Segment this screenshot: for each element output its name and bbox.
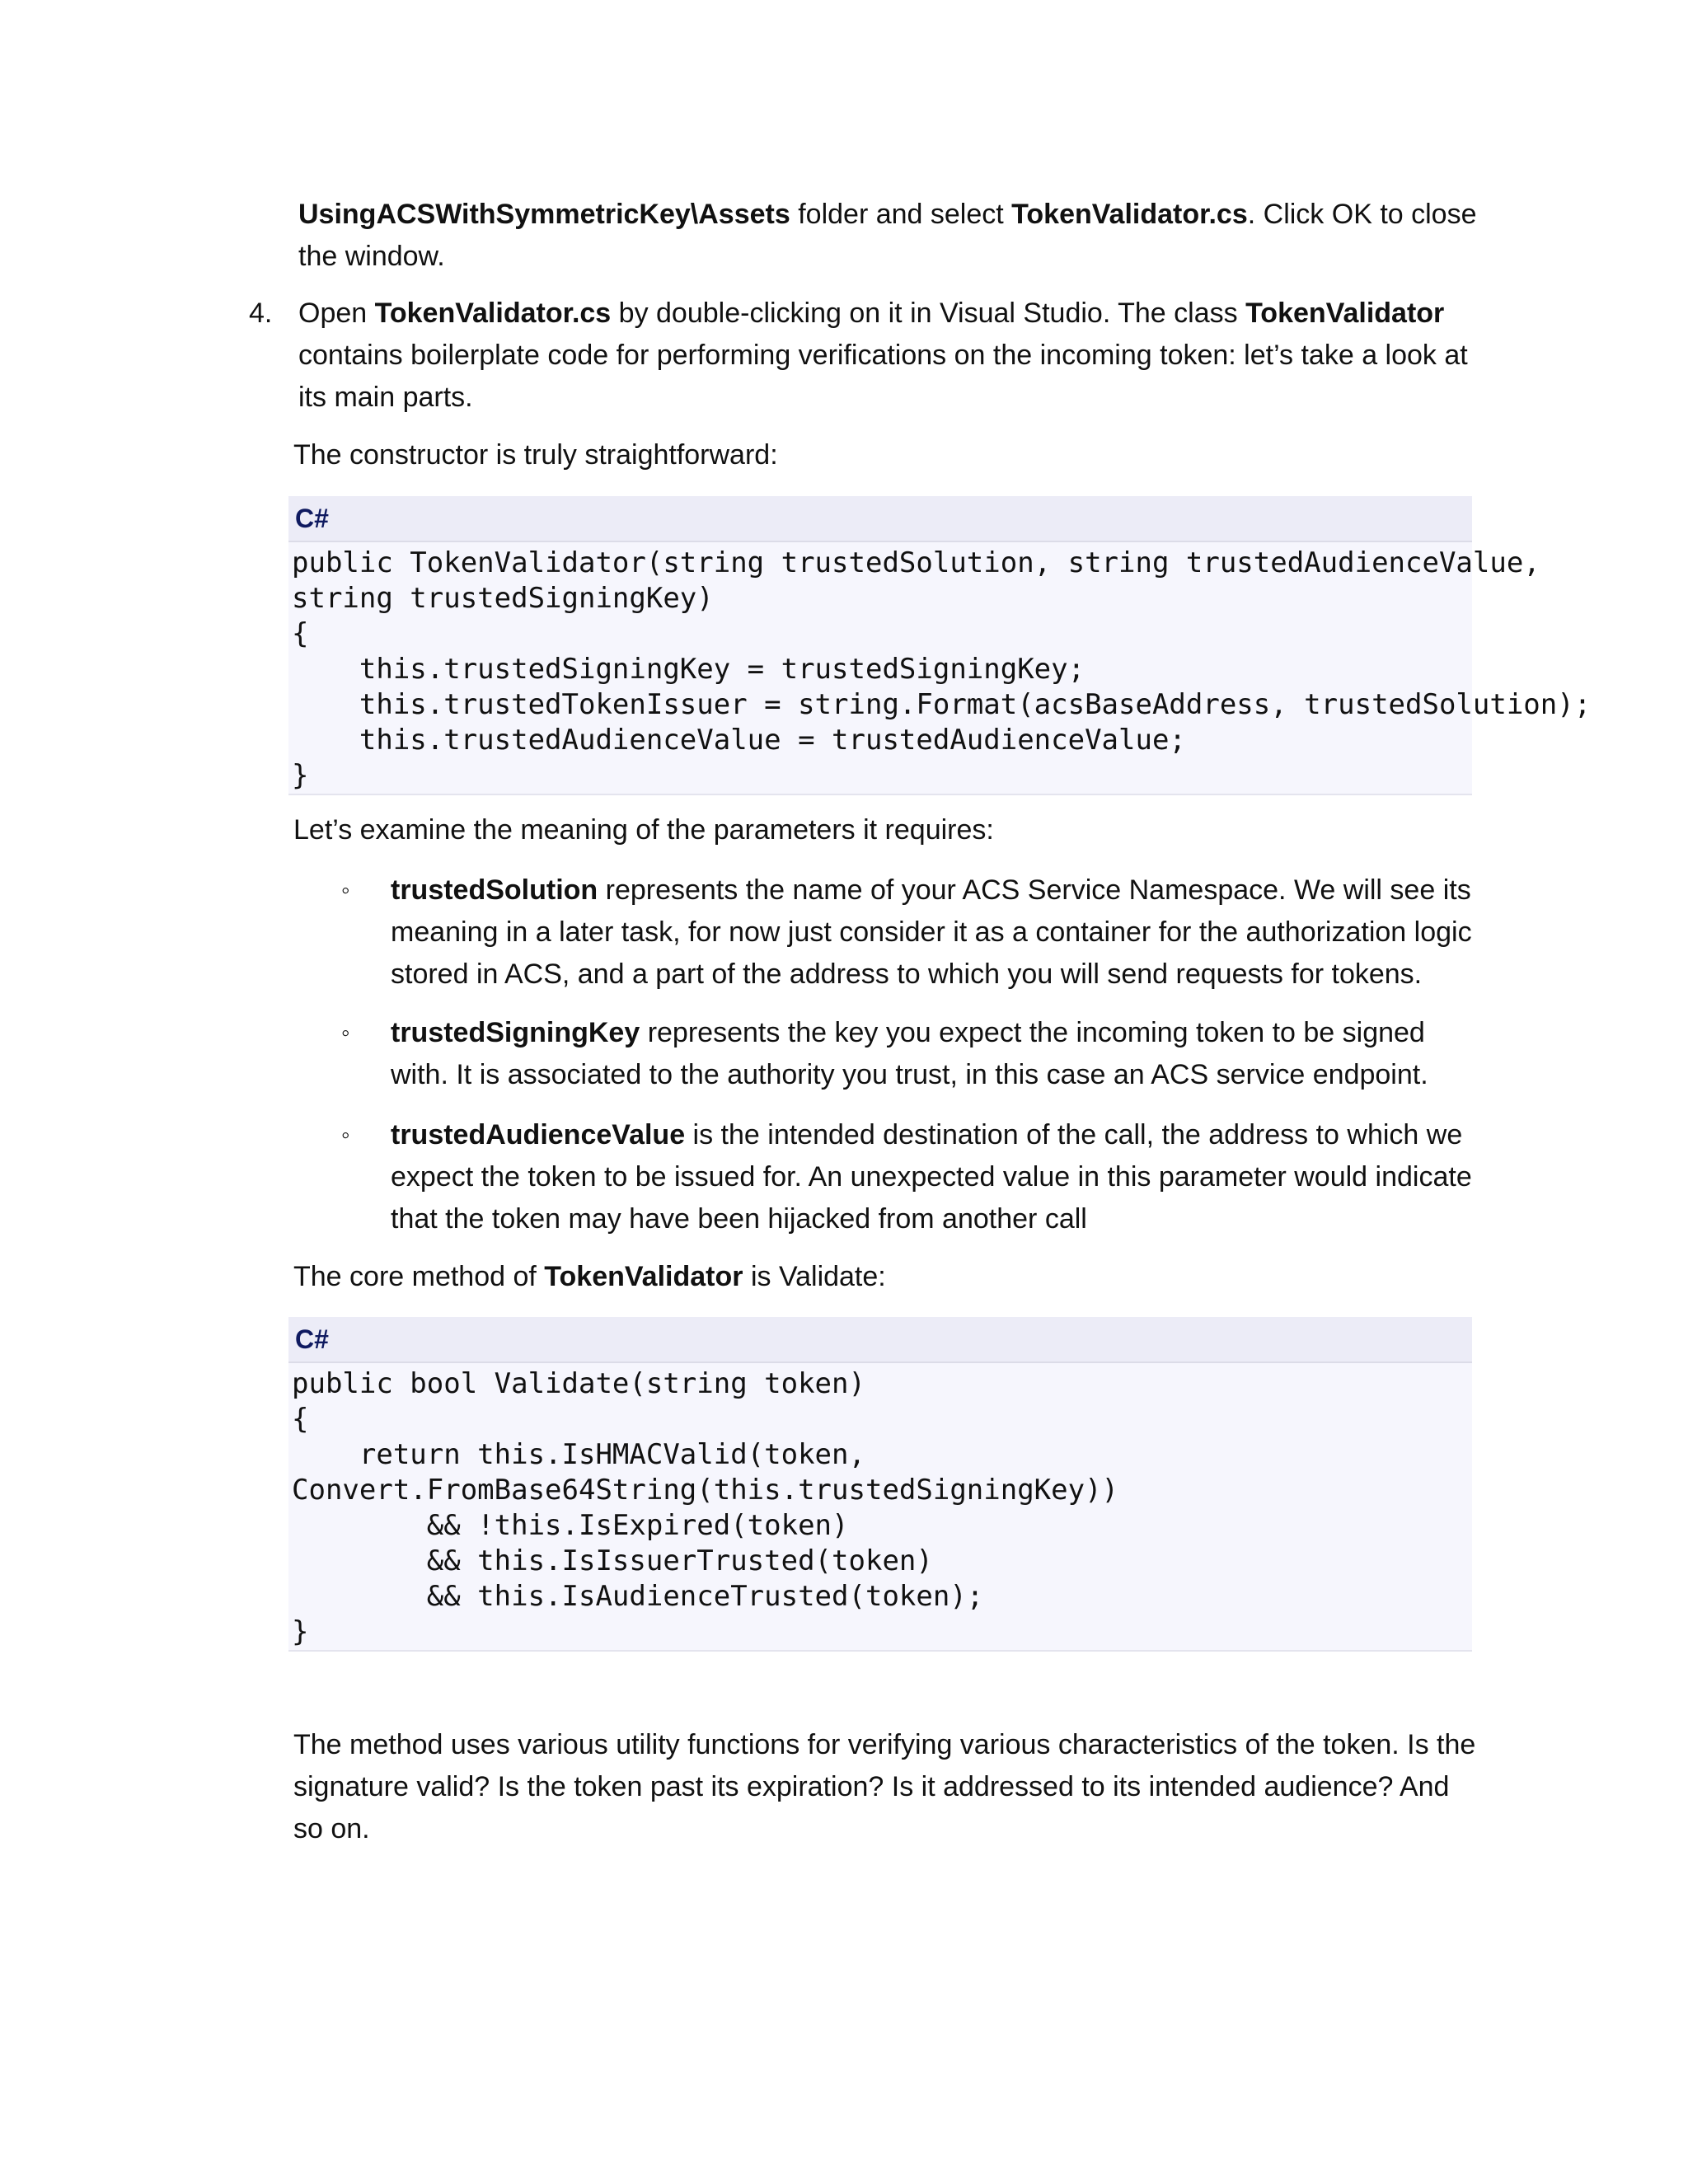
bullet-marker: ◦	[341, 877, 350, 904]
bullet-marker: ◦	[341, 1019, 350, 1047]
intro-text-2: . Click OK to close the window.	[298, 199, 1477, 272]
step-4-class-name: TokenValidator	[1245, 298, 1445, 329]
parameter-item-trusted-solution	[391, 869, 1479, 996]
parameter-description: represents the name of your ACS Service Namespace. We will see its meaning in a later task, for now just consider it as a container for the authorization logic stored in ACS, and a part of the address to which you will send requests for tokens.	[391, 874, 1472, 990]
parameter-description: represents the key you expect the incoming token to be signed with. It is associated to the authority you trust, in this case an ACS service endpoint.	[391, 1017, 1428, 1090]
step-4-text-3: contains boilerplate code for performing verifications on the incoming token: let’s take a look at its main parts.	[298, 340, 1468, 413]
validate-code: public bool Validate(string token) { return this.IsHMACValid(token, Convert.FromBase64String(this.trustedSigningKey)) && !this.IsExpired(token) && this.IsIssuerTrusted(token) && this.IsAudienceTrusted(token); }	[292, 1367, 1119, 1648]
core-method-text-2: is Validate:	[743, 1261, 886, 1292]
parameter-name: trustedSigningKey	[391, 1017, 640, 1048]
step-4-paragraph	[298, 293, 1477, 419]
core-method-text-1: The core method of	[293, 1261, 545, 1292]
step-4-file-name: TokenValidator.cs	[374, 298, 612, 329]
code-language-label: C#	[288, 1317, 1472, 1363]
parameter-name: trustedAudienceValue	[391, 1119, 686, 1151]
parameter-item-trusted-signing-key	[391, 1012, 1479, 1096]
parameter-description: is the intended destination of the call, the address to which we expect the token to be issued for. An unexpected value in this parameter would indicate that the token may have been hijacked from another call	[391, 1119, 1472, 1235]
bullet-marker: ◦	[341, 1122, 350, 1149]
core-method-intro	[293, 1256, 1480, 1298]
core-method-class-name: TokenValidator	[544, 1261, 743, 1292]
intro-file-name: TokenValidator.cs	[1011, 199, 1248, 230]
intro-text-1: folder and select	[790, 199, 1012, 230]
code-block-validate	[288, 1317, 1472, 1652]
closing-paragraph: The method uses various utility functions for verifying various characteristics of the token. Is the signature valid? Is the token past its expiration? Is it addressed to its intended audience? And so on.	[293, 1729, 1476, 1844]
constructor-code: public TokenValidator(string trustedSolution, string trustedAudienceValue, string trustedSigningKey) { this.trustedSigningKey = trustedSigningKey; this.trustedTokenIssuer = string.Format(acsBaseAddress, trustedSolution); this.trustedAudienceValue = trustedAudienceValue; }	[292, 546, 1592, 792]
step-4-text-2: by double-clicking on it in Visual Studio. The class	[611, 298, 1246, 329]
code-language-label: C#	[288, 496, 1472, 542]
step-4-text-1: Open	[298, 298, 375, 329]
parameter-name: trustedSolution	[391, 874, 598, 906]
parameters-intro: Let’s examine the meaning of the parameters it requires:	[293, 814, 994, 846]
intro-paragraph	[298, 194, 1477, 278]
parameter-item-trusted-audience-value	[391, 1114, 1479, 1240]
assets-folder-path: UsingACSWithSymmetricKey\Assets	[298, 199, 790, 230]
step-number: 4.	[249, 298, 273, 329]
constructor-intro: The constructor is truly straightforward:	[293, 439, 778, 471]
code-block-constructor	[288, 496, 1592, 795]
